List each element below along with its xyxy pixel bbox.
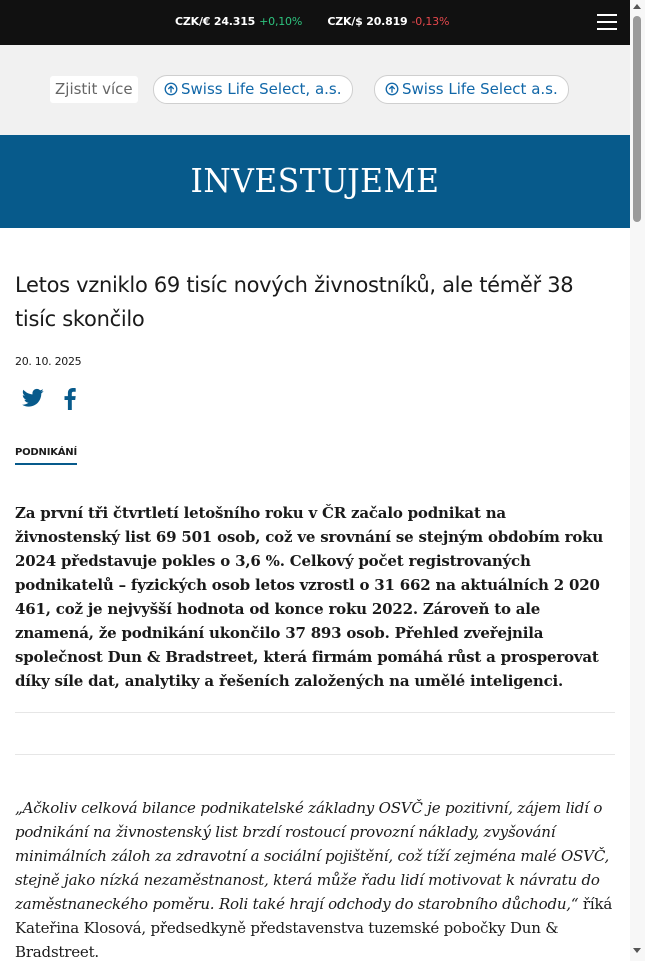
article-lead: Za první tři čtvrtletí letošního roku v ČR začalo podnikat na živnostenský list 69 501 osob, což ve srovnání se stejným obdobím roku 2024 představuje pokles o 3,6 %. Celkový počet registrovaných podnikatelů – fyzických osob letos vzrostl o 31 662 na aktuálních 2 020 461, což je nejvyšší hodnota od konce roku 2022. Zároveň to ale znamená, že podnikání ukončilo 37 893 osob. Přehled zveřejnila společnost Dun & Bradstreet, která firmám pomáhá růst a prosperovat díky síle dat, analytiky a řešeních založených na umělé inteligenci. bbox=[15, 504, 604, 690]
hamburger-icon[interactable] bbox=[597, 14, 617, 30]
rate-usd-change: -0,13% bbox=[411, 15, 450, 28]
scroll-down-arrow-icon[interactable] bbox=[633, 948, 641, 953]
rate-usd bbox=[327, 15, 449, 28]
divider bbox=[15, 754, 615, 755]
scroll-up-arrow-icon[interactable] bbox=[633, 4, 641, 9]
rate-usd-pair: CZK/$ 20.819 bbox=[327, 15, 408, 28]
scrollbar-thumb[interactable] bbox=[633, 16, 641, 222]
divider bbox=[15, 712, 615, 713]
exchange-rates bbox=[175, 15, 471, 28]
facebook-icon bbox=[63, 388, 77, 410]
twitter-share-button[interactable] bbox=[22, 388, 44, 412]
exchange-rate-bar bbox=[0, 0, 630, 45]
twitter-icon bbox=[22, 388, 44, 408]
sponsor-chips bbox=[0, 45, 630, 135]
category-tag[interactable]: PODNIKÁNÍ bbox=[15, 447, 77, 465]
article-quote bbox=[15, 796, 615, 961]
article-date: 20. 10. 2025 bbox=[15, 355, 82, 368]
scrollbar[interactable] bbox=[630, 0, 645, 961]
site-logo[interactable]: INVESTUJEME bbox=[190, 161, 440, 200]
site-banner bbox=[0, 135, 630, 228]
article-title: Letos vzniklo 69 tisíc nových živnostníků, ale téměř 38 tisíc skončilo bbox=[15, 273, 574, 331]
arrow-up-circle-icon bbox=[385, 82, 399, 96]
sponsor-chip-label: Swiss Life Select a.s. bbox=[402, 80, 558, 98]
quote-text: „Ačkoliv celková bilance podnikatelské základny OSVČ je pozitivní, zájem lidí o podnikání na živnostenský list brzdí rostoucí provozní náklady, zvyšování minimálních záloh za zdravotní a sociální pojištění, což tíží zejména malé OSVČ, stejně jako nízká nezaměstnanost, která může řadu lidí motivovat k návratu do zaměstnaneckého poměru. Roli také hrají odchody do starobního důchodu,“ bbox=[15, 799, 610, 913]
rate-eur bbox=[175, 15, 302, 28]
learn-more-label: Zjistit více bbox=[50, 76, 138, 103]
rate-eur-change: +0,10% bbox=[259, 15, 303, 28]
sponsor-chip[interactable] bbox=[153, 75, 353, 104]
facebook-share-button[interactable] bbox=[63, 388, 77, 414]
rate-eur-pair: CZK/€ 24.315 bbox=[175, 15, 256, 28]
arrow-up-circle-icon bbox=[164, 82, 178, 96]
quote-attribution: říká Kateřina Klosová, předsedkyně představenstva tuzemské pobočky Dun & Bradstreet. bbox=[15, 895, 613, 961]
sponsor-chip-label: Swiss Life Select, a.s. bbox=[181, 80, 342, 98]
sponsor-chip[interactable] bbox=[374, 75, 569, 104]
